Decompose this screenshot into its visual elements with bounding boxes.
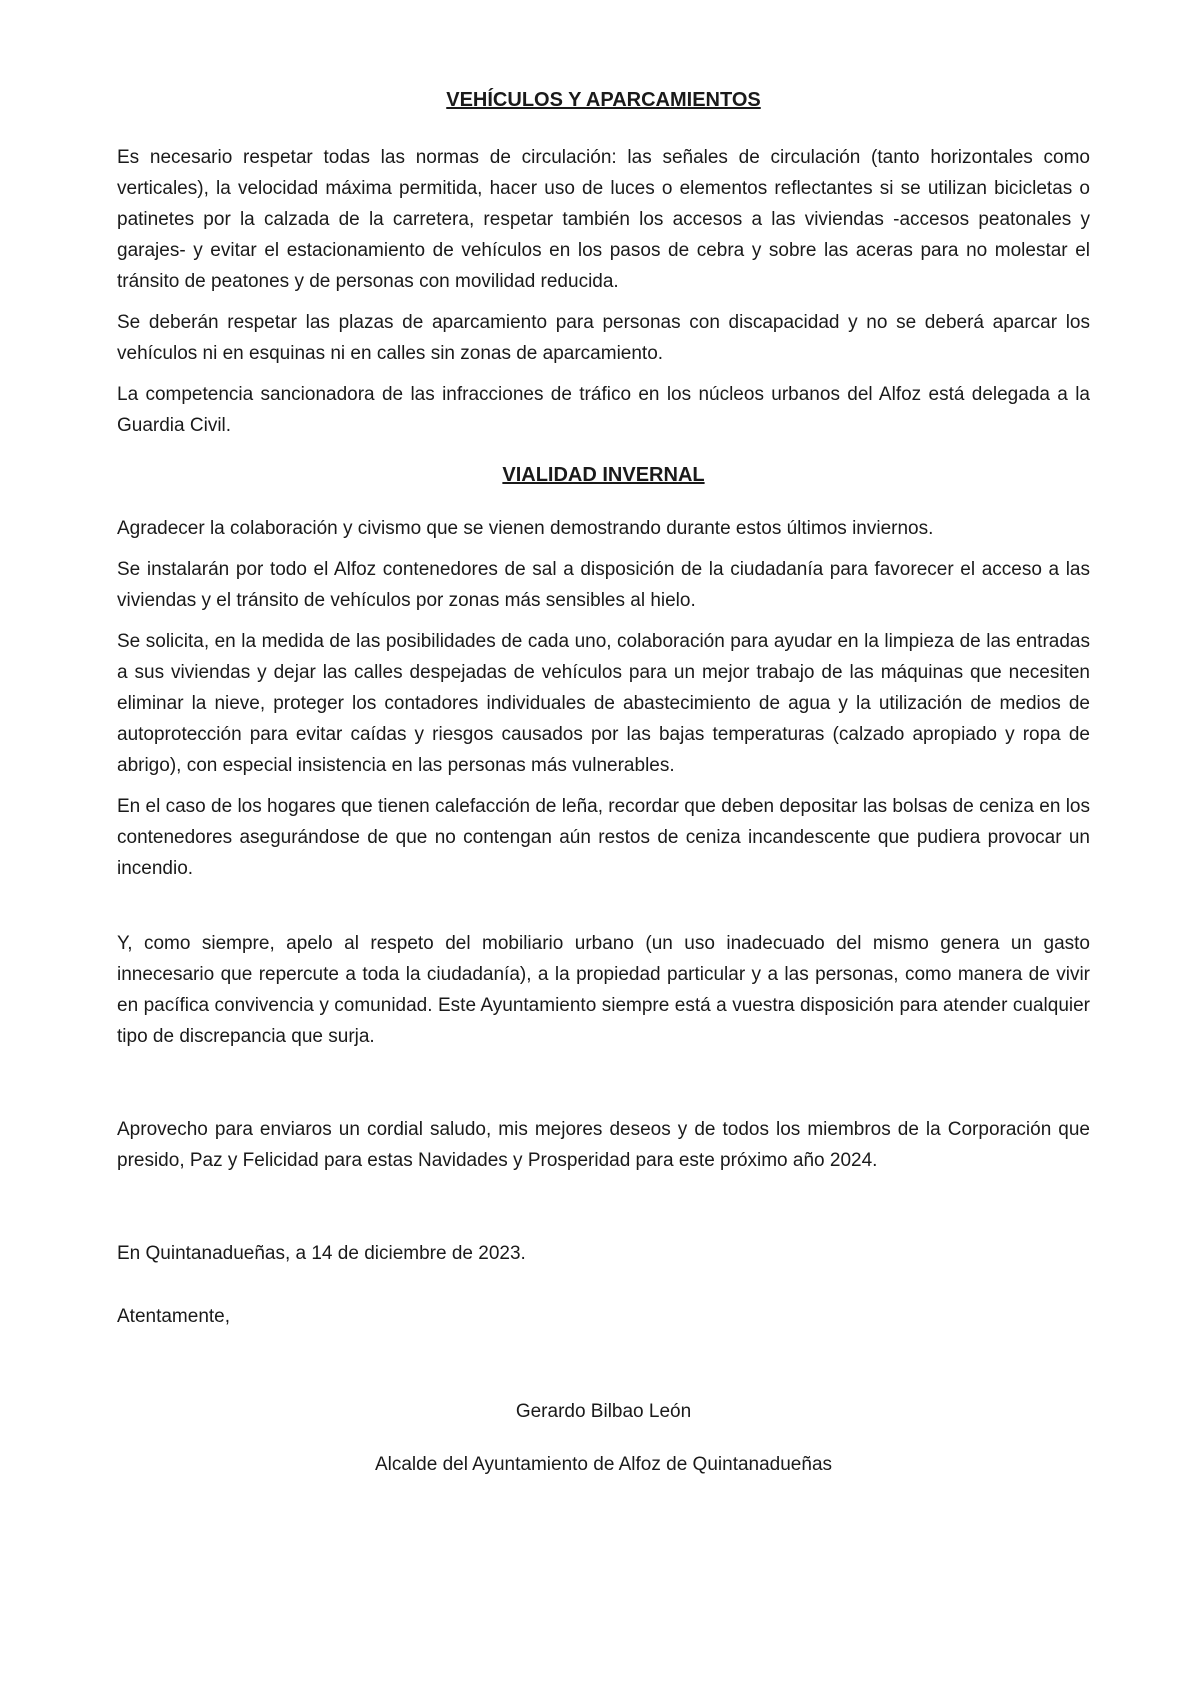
place-date: En Quintanadueñas, a 14 de diciembre de 2023. [117,1243,526,1264]
paragraph-contenedores-sal: Se instalarán por todo el Alfoz contenedores de sal a disposición de la ciudadanía para favorecer el acceso a las viviendas y el tránsito de vehículos por zonas más sensibles al hielo. [117,559,1090,611]
paragraph-plazas-aparcamiento: Se deberán respetar las plazas de aparcamiento para personas con discapacidad y no se deberá aparcar los vehículos ni en esquinas ni en calles sin zonas de aparcamiento. [117,312,1090,364]
paragraph-saludo: Aprovecho para enviaros un cordial saludo, mis mejores deseos y de todos los miembros de la Corporación que presido, Paz y Felicidad para estas Navidades y Prosperidad para este próximo año 2024. [117,1119,1090,1171]
heading-vialidad: VIALIDAD INVERNAL [502,464,705,486]
document-body [117,86,1090,1480]
valediction: Atentamente, [117,1306,231,1327]
paragraph-normas-circulacion: Es necesario respetar todas las normas de circulación: las señales de circulación (tanto horizontales como verticales), la velocidad máxima permitida, hacer uso de luces o elementos reflectantes si se utilizan bicicletas o patinetes por la calzada de la carretera, respetar también los accesos a las viviendas -accesos peatonales y garajes- y evitar el estacionamiento de vehículos en los pasos de cebra y sobre las aceras para no molestar el tránsito de peatones y de personas con movilidad reducida. [117,147,1090,292]
paragraph-respeto-mobiliario: Y, como siempre, apelo al respeto del mobiliario urbano (un uso inadecuado del mismo genera un gasto innecesario que repercute a toda la ciudadanía), a la propiedad particular y a las personas, como manera de vivir en pacífica convivencia y comunidad. Este Ayuntamiento siempre está a vuestra disposición para atender cualquier tipo de discrepancia que surja. [117,933,1090,1047]
paragraph-agradecimiento: Agradecer la colaboración y civismo que se vienen demostrando durante estos últimos inviernos. [117,518,934,539]
paragraph-calefaccion-lena: En el caso de los hogares que tienen calefacción de leña, recordar que deben depositar las bolsas de ceniza en los contenedores asegurándose de que no contengan aún restos de ceniza incandescente que pudiera provocar un incendio. [117,796,1090,879]
paragraph-limpieza-entradas: Se solicita, en la medida de las posibilidades de cada uno, colaboración para ayudar en la limpieza de las entradas a sus viviendas y dejar las calles despejadas de vehículos para un mejor trabajo de las máquinas que necesiten eliminar la nieve, proteger los contadores individuales de abastecimiento de agua y la utilización de medios de autoprotección para evitar caídas y riesgos causados por las bajas temperaturas (calzado apropiado y ropa de abrigo), con especial insistencia en las personas más vulnerables. [117,631,1090,776]
signatory-title: Alcalde del Ayuntamiento de Alfoz de Quintanadueñas [374,1454,833,1475]
signatory-name: Gerardo Bilbao León [515,1401,692,1422]
paragraph-competencia-sancionadora: La competencia sancionadora de las infracciones de tráfico en los núcleos urbanos del Alfoz está delegada a la Guardia Civil. [117,384,1090,436]
heading-vehiculos: VEHÍCULOS Y APARCAMIENTOS [446,89,761,111]
